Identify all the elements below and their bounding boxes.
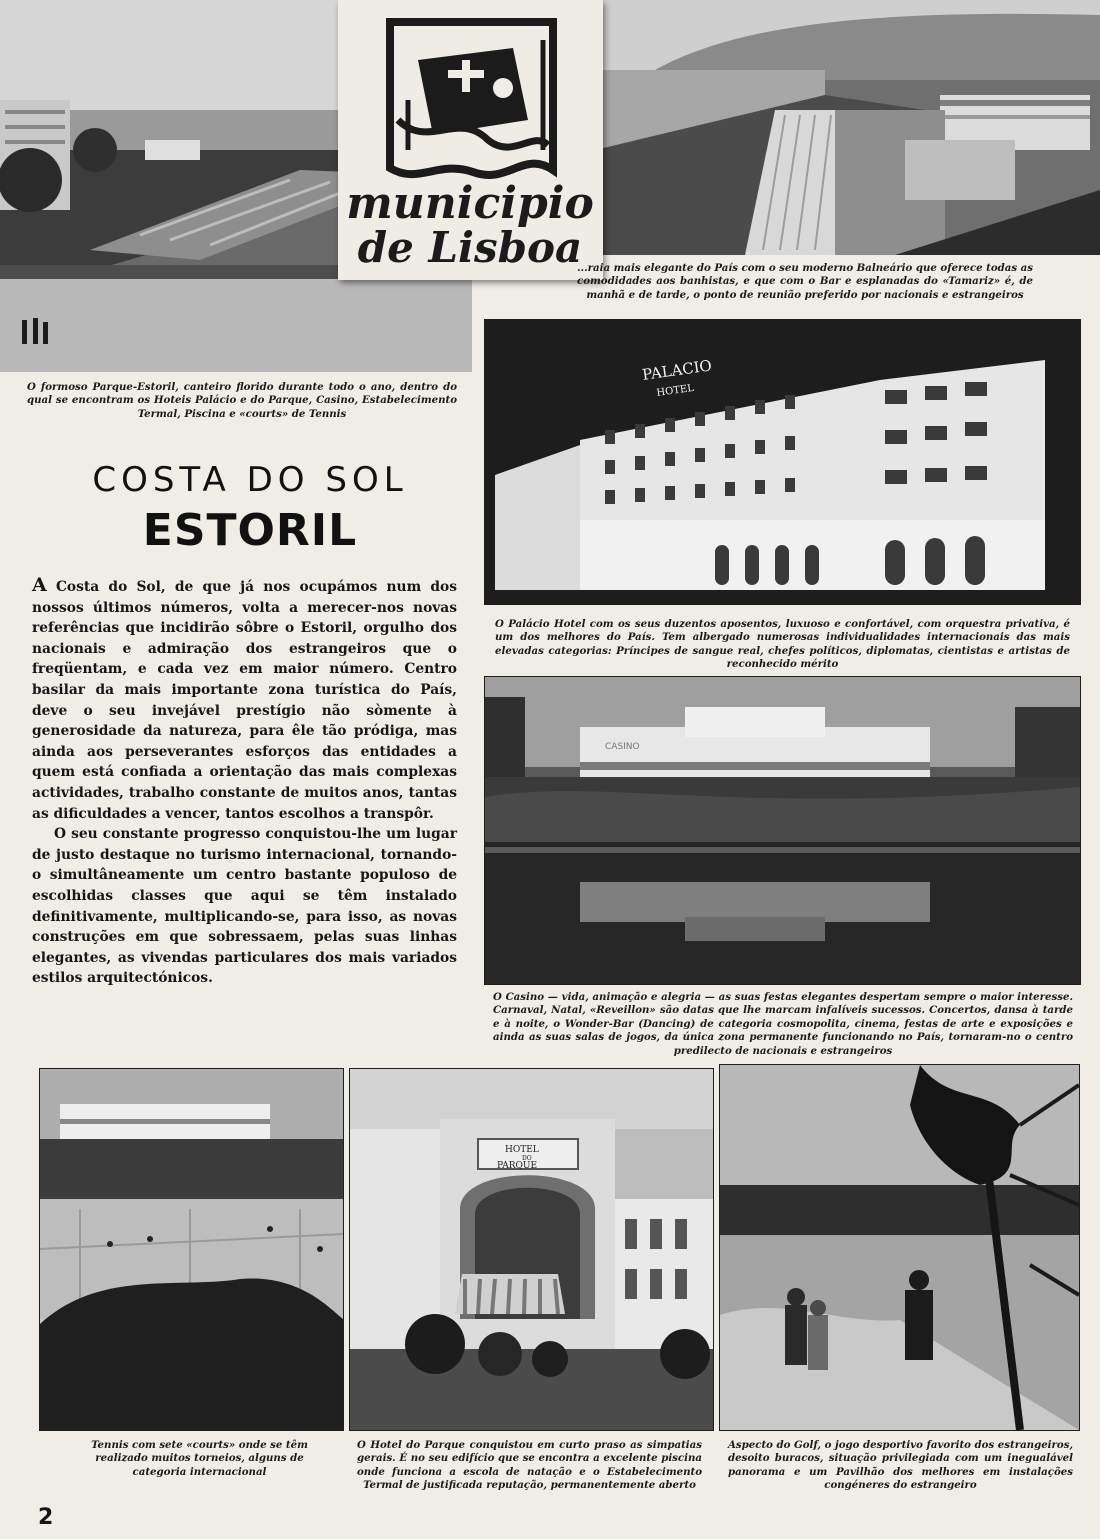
caption-casino: O Casino — vida, animação e alegria — as suas festas elegantes despertam sempre o maior interesse. Carnaval, Natal, «Reveillon» são datas que lhe marcam infalíveis sucessos. Concertos, dansa à tarde e à noite, o Wonder-Bar (Dancing) de categoria cosmopolita, cinema, festas de arte e exposições e ainda as suas salas de jogos, da única zona permanente funcionando no País, tornaram-no o centro predilecto de nacionais e estrangeiros <box>493 991 1073 1057</box>
caption-tennis: Tennis com sete «courts» onde se têm realizado muitos torneios, alguns de categoria internacional <box>91 1439 308 1478</box>
photo-tennis <box>39 1068 344 1431</box>
palacio-sign-text-2: HOTEL <box>655 382 695 399</box>
palacio-sign-text: PALACIO <box>641 356 713 384</box>
casino-sign-text: CASINO <box>605 742 640 752</box>
dropcap: A <box>32 574 47 596</box>
municipio-de-lisboa-logo <box>338 0 603 280</box>
logo-text-line1: municipio <box>346 178 594 229</box>
parque-sign-text-2: DO <box>522 1155 532 1162</box>
photo-casino <box>484 676 1081 985</box>
caption-golf: Aspecto do Golf, o jogo desportivo favorito dos estrangeiros, desoito buracos, situação privilegiada com um inegualável panorama e um Pavilhão dos melhores em instalações congéneres do estrangeiro <box>728 1439 1073 1492</box>
page-number: 2 <box>38 1505 54 1530</box>
photo-golf <box>719 1064 1080 1431</box>
headline: COSTA DO SOL <box>92 460 408 500</box>
photo-palacio-hotel <box>484 319 1081 605</box>
article-paragraph-1-text: Costa do Sol, de que já nos ocupámos num dos nossos últimos números, volta a merecer-nos novas referências que incidirão sôbre o Estoril, orgulho dos nacionais e admiração dos estrangeiros que o freqüentam, e cada vez em maior número. Centro basilar da mais importante zona turística do País, deve o seu invejável prestígio não sòmente à generosidade da natureza, para êle tão pródiga, mas ainda aos perseverantes esforços das entidades a quem está confiada a orientação das mais complexas actividades, trabalho constante de muitos anos, tantas as dificuldades a vencer, tantos escolhos a transpôr. <box>32 579 457 822</box>
caption-hotel-do-parque: O Hotel do Parque conquistou em curto praso as simpatias gerais. É no seu edifício que se encontra a excelente piscina onde funciona a escola de natação e o Estabelecimento Termal de justificada reputação, permanentemente aberto <box>357 1439 702 1492</box>
parque-sign-text-1: HOTEL <box>505 1145 539 1155</box>
caption-praia: ...raia mais elegante do País com o seu moderno Balneário que oferece todas as comodidades aos banhistas, e que com o Bar e esplanadas do «Tamariz» é, de manhã e de tarde, o ponto de reunião preferido por nacionais e estrangeiros <box>577 262 1033 301</box>
caption-parque-estoril: O formoso Parque-Estoril, canteiro florido durante todo o ano, dentro do qual se encontram os Hoteis Palácio e do Parque, Casino, Estabelecimento Termal, Piscina e «courts» de Tennis <box>27 381 457 420</box>
logo-text-line2: de Lisboa <box>357 223 583 272</box>
caption-palacio-hotel: O Palácio Hotel com os seus duzentos aposentos, luxuoso e confortável, com orquestra privativa, é um dos melhores do País. Tem albergado numerosas individualidades internacionais das mais elevadas categorias: Príncipes de sangue real, chefes políticos, diplomatas, cientistas e artistas de reconhecido mérito <box>495 618 1070 671</box>
article-paragraph-2: O seu constante progresso conquistou-lhe um lugar de justo destaque no turismo internacional, tornando-o simultâneamente um centro bastante populoso de escolhidas classes que aqui se têm instalado definitivamente, multiplicando-se, para isso, as novas construções em que sobressaem, pelas suas linhas elegantes, as vivendas particulares dos mais variados estilos arquitectónicos. <box>32 826 457 987</box>
article-paragraph-1 <box>32 575 457 824</box>
photo-hotel-do-parque <box>349 1068 714 1431</box>
subheadline: ESTORIL <box>142 505 358 556</box>
parque-sign-text-3: PARQUE <box>497 1161 538 1171</box>
article-body <box>32 575 457 989</box>
photo-praia-tamariz <box>595 0 1100 255</box>
